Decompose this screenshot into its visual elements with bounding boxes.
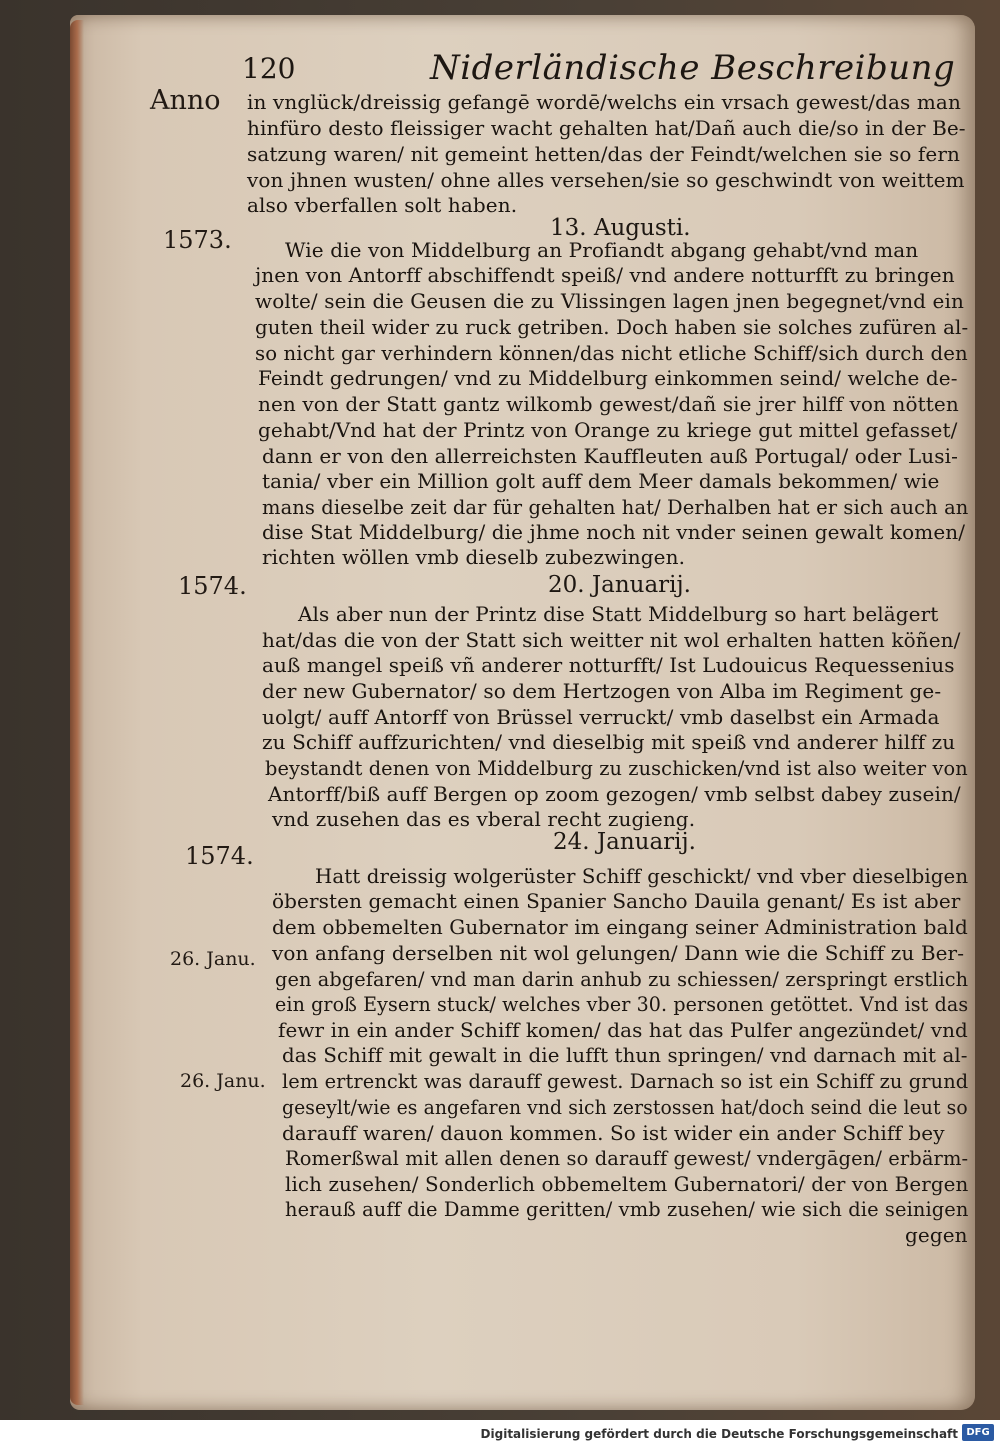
text-line: geseylt/wie es angefaren vnd sich zerstossen hat/doch seind die leut so — [282, 1095, 968, 1119]
text-line: lem ertrenckt was darauff gewest. Darnach so ist ein Schiff zu grund — [282, 1069, 969, 1093]
text-line: so nicht gar verhindern können/das nicht etliche Schiff/sich durch den — [255, 341, 968, 365]
text-line: lich zusehen/ Sonderlich obbemeltem Gubernatori/ der von Bergen — [285, 1172, 969, 1196]
margin-note-1573: 1573. — [163, 226, 232, 254]
page-binding-edge — [70, 20, 84, 1405]
text-line: Antorff/biß auff Bergen op zoom gezogen/ vmb selbst dabey zusein/ — [268, 782, 961, 806]
catchword: gegen — [905, 1223, 968, 1247]
text-line: dann er von den allerreichsten Kauffleuten auß Portugal/ oder Lusi- — [262, 444, 958, 468]
text-line: herauß auff die Damme geritten/ vmb zusehen/ wie sich die seinigen — [285, 1197, 969, 1221]
text-line: öbersten gemacht einen Spanier Sancho Dauila genant/ Es ist aber — [272, 889, 961, 913]
date-heading-24-januarij: 24. Januarij. — [553, 829, 696, 855]
text-line: auß mangel speiß vñ anderer notturfft/ Ist Ludouicus Requessenius — [262, 653, 955, 677]
margin-note-26-janu-a: 26. Janu. — [170, 948, 256, 970]
text-line: Wie die von Middelburg an Profiandt abgang gehabt/vnd man — [285, 238, 919, 262]
margin-note-26-janu-b: 26. Janu. — [180, 1070, 266, 1092]
text-line: nen von der Statt gantz wilkomb gewest/dañ sie jrer hilff von nötten — [258, 392, 959, 416]
text-line: also vberfallen solt haben. — [247, 193, 518, 217]
text-line: zu Schiff auffzurichten/ vnd dieselbig mit speiß vnd anderer hilff zu — [262, 730, 956, 754]
margin-note-1574-a: 1574. — [178, 572, 247, 600]
text-line: guten theil wider zu ruck getriben. Doch haben sie solches zufüren al- — [255, 315, 969, 339]
text-line: beystandt denen von Middelburg zu zuschicken/vnd ist also weiter von — [265, 756, 968, 780]
text-line: von jhnen wusten/ ohne alles versehen/sie so geschwindt von weittem — [247, 168, 965, 192]
text-line: in vnglück/dreissig gefangē wordē/welchs ein vrsach gewest/das man — [247, 90, 961, 114]
text-line: jnen von Antorff abschiffendt speiß/ vnd andere notturfft zu bringen — [255, 263, 955, 287]
text-line: uolgt/ auff Antorff von Brüssel verruckt/ vmb daselbst ein Armada — [262, 705, 940, 729]
text-line: dise Stat Middelburg/ die jhme noch nit vnder seinen gewalt komen/ — [262, 520, 966, 544]
text-line: der new Gubernator/ so dem Hertzogen von Alba im Regiment ge- — [262, 679, 942, 703]
text-line: fewr in ein ander Schiff komen/ das hat das Pulfer angezündet/ vnd — [278, 1018, 968, 1042]
text-line: gehabt/Vnd hat der Printz von Orange zu kriege gut mittel gefasset/ — [258, 418, 958, 442]
text-line: Hatt dreissig wolgerüster Schiff geschickt/ vnd vber dieselbigen — [315, 864, 969, 888]
text-line: wolte/ sein die Geusen die zu Vlissingen lagen jnen begegnet/vnd ein — [255, 289, 964, 313]
page-number: 120 — [242, 52, 296, 85]
text-line: dem obbemelten Gubernator im eingang seiner Administration bald — [272, 915, 968, 939]
text-line: satzung waren/ nit gemeint hetten/das der Feindt/welchen sie so fern — [247, 142, 961, 166]
margin-note-anno: Anno — [150, 85, 221, 116]
running-head: Niderländische Beschreibung — [430, 48, 956, 88]
text-line: mans dieselbe zeit dar für gehalten hat/ Derhalben hat er sich auch an — [262, 495, 969, 519]
margin-note-1574-b: 1574. — [185, 842, 254, 870]
text-line: Als aber nun der Printz dise Statt Middelburg so hart belägert — [298, 602, 939, 626]
text-line: das Schiff mit gewalt in die lufft thun springen/ vnd darnach mit al- — [282, 1043, 968, 1067]
text-line: hinfüro desto fleissiger wacht gehalten hat/Dañ auch die/so in der Be- — [247, 116, 966, 140]
text-line: richten wöllen vmb dieselb zubezwingen. — [262, 545, 686, 569]
footer-funding-text: Digitalisierung gefördert durch die Deutsche Forschungsgemeinschaft — [480, 1427, 958, 1441]
text-line: Feindt gedrungen/ vnd zu Middelburg einkommen seind/ welche de- — [258, 366, 958, 390]
dfg-logo: DFG — [962, 1424, 994, 1441]
text-line: ein groß Eysern stuck/ welches vber 30. personen getöttet. Vnd ist das — [275, 992, 969, 1016]
text-line: hat/das die von der Statt sich weitter nit wol erhalten hatten köñen/ — [262, 628, 961, 652]
text-line: vnd zusehen das es vberal recht zugieng. — [272, 807, 696, 831]
date-heading-20-januarij: 20. Januarij. — [548, 572, 691, 598]
text-line: darauff waren/ dauon kommen. So ist wider ein ander Schiff bey — [282, 1121, 945, 1145]
date-heading-13-augusti: 13. Augusti. — [550, 215, 691, 241]
text-line: gen abgefaren/ vnd man darin anhub zu schiessen/ zerspringt erstlich — [275, 967, 969, 991]
text-line: tania/ vber ein Million golt auff dem Meer damals bekommen/ wie — [262, 469, 940, 493]
text-line: Romerßwal mit allen denen so darauff gewest/ vndergāgen/ erbärm- — [285, 1146, 969, 1170]
text-line: von anfang derselben nit wol gelungen/ Dann wie die Schiff zu Ber- — [272, 941, 965, 965]
